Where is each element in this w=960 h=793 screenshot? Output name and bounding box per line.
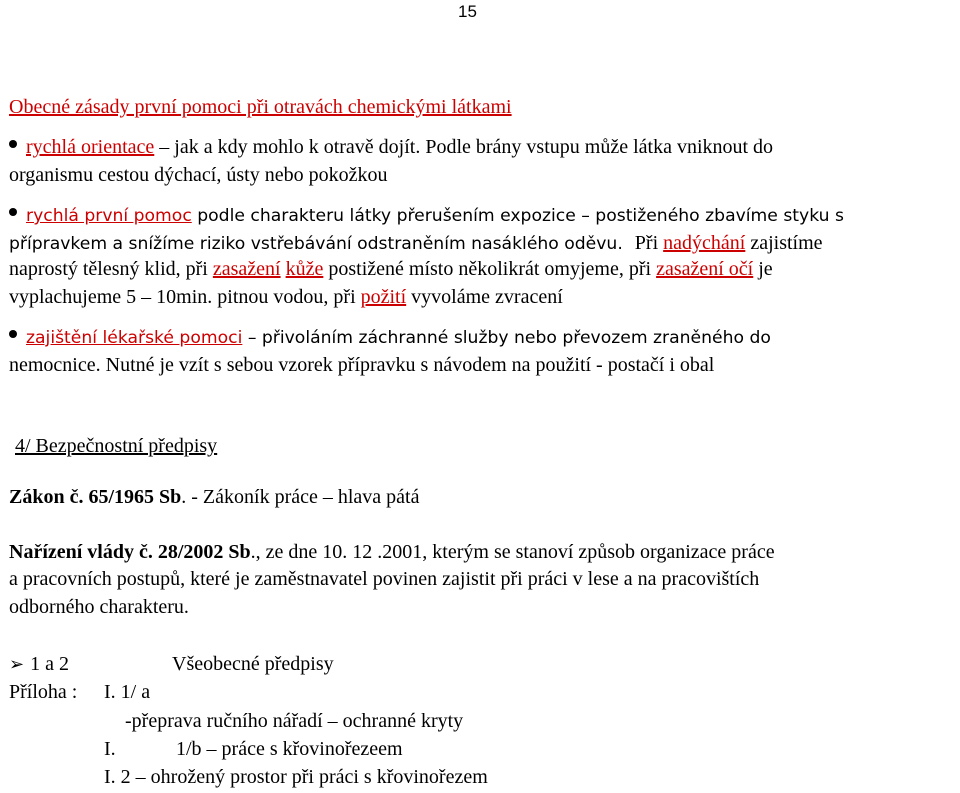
narizeni-rest: ., ze dne 10. 12 .2001, kterým se stanoví způsob organizace práce — [250, 541, 775, 563]
list-row1-a: 1 a 2 — [30, 653, 69, 675]
item1-text: – jak a kdy mohlo k otravě dojít. Podle brány vstupu může látka vniknout do — [154, 136, 774, 158]
narizeni-title: Nařízení vlády č. 28/2002 Sb — [9, 541, 251, 563]
list-row-1 — [9, 653, 69, 676]
round-bullet-icon — [9, 140, 17, 148]
item-lekarska-pomoc-line2: nemocnice. Nutné je vzít s sebou vzorek přípravku s návodem na použití - postačí i obal — [9, 354, 715, 376]
item-rychla-prvni-pomoc-line4 — [9, 286, 563, 309]
item2-text-4a: vyplachujeme 5 – 10min. pitnou vodou, při — [9, 286, 361, 308]
list-row-3: -přeprava ručního nářadí – ochranné kryty — [125, 710, 464, 732]
item2-text-4b: vyvoláme zvracení — [406, 286, 563, 308]
item2-text-3a: naprostý tělesný klid, při — [9, 258, 213, 280]
term-zajisteni-lekarske-pomoci: zajištění lékařské pomoci — [26, 328, 243, 348]
section4-title: 4/ Bezpečnostní předpisy — [15, 435, 218, 457]
item2-text-3c: postižené místo několikrát omyjeme, při — [323, 258, 657, 280]
item2-text-3d: je — [753, 258, 773, 280]
term-rychla-orientace: rychlá orientace — [26, 136, 155, 158]
item2-text-2b: Při — [634, 232, 664, 254]
item-rychla-prvni-pomoc-line1 — [9, 206, 844, 226]
list-row4-b: 1/b – práce s křovinořezeem — [176, 738, 403, 760]
item2-text-2c: zajistíme — [745, 232, 823, 254]
item-rychla-prvni-pomoc-line3 — [9, 258, 773, 281]
keyword-zasazeni-oci: zasažení očí — [656, 258, 754, 280]
list-row1-b: Všeobecné předpisy — [172, 653, 334, 675]
zakon-rest: . - Zákoník práce – hlava pátá — [181, 486, 420, 508]
list-row2-b: I. 1/ a — [104, 681, 151, 703]
keyword-nadychani: nadýchání — [663, 232, 746, 254]
keyword-kuze: kůže — [285, 258, 324, 280]
round-bullet-icon — [9, 208, 17, 216]
item-lekarska-pomoc-line1 — [9, 328, 771, 348]
item-rychla-orientace-line1 — [9, 136, 773, 159]
zakon-line — [9, 486, 420, 509]
narizeni-line1 — [9, 541, 775, 564]
item-rychla-orientace-line2: organismu cestou dýchací, ústy nebo pokožkou — [9, 164, 388, 186]
item2-text-1: podle charakteru látky přerušením expozice – postiženého zbavíme styku s — [191, 206, 844, 226]
right-pointer-icon: ➢ — [9, 654, 25, 674]
round-bullet-icon — [9, 330, 17, 338]
list-row4-a: I. — [104, 738, 116, 760]
zakon-title: Zákon č. 65/1965 Sb — [9, 486, 182, 508]
term-rychla-prvni-pomoc: rychlá první pomoc — [26, 206, 192, 226]
narizeni-line3: odborného charakteru. — [9, 596, 189, 618]
item2-text-2: přípravkem a snížíme riziko vstřebávání odstraněním nasáklého oděvu. — [9, 234, 623, 254]
narizeni-line2: a pracovních postupů, které je zaměstnavatel povinen zajistit při práci v lese a na pracovištích — [9, 568, 760, 590]
keyword-zasazeni: zasažení — [212, 258, 281, 280]
item3-text-1: – přivoláním záchranné služby nebo převozem zraněného do — [242, 328, 771, 348]
keyword-poziti: požití — [360, 286, 407, 308]
item-rychla-prvni-pomoc-line2 — [9, 232, 823, 255]
page-number: 15 — [458, 2, 477, 21]
section-title-first-aid: Obecné zásady první pomoci při otravách chemickými látkami — [9, 96, 512, 118]
list-row2-a: Příloha : — [9, 681, 78, 703]
list-row-5: I. 2 – ohrožený prostor při práci s křovinořezem — [104, 766, 488, 788]
